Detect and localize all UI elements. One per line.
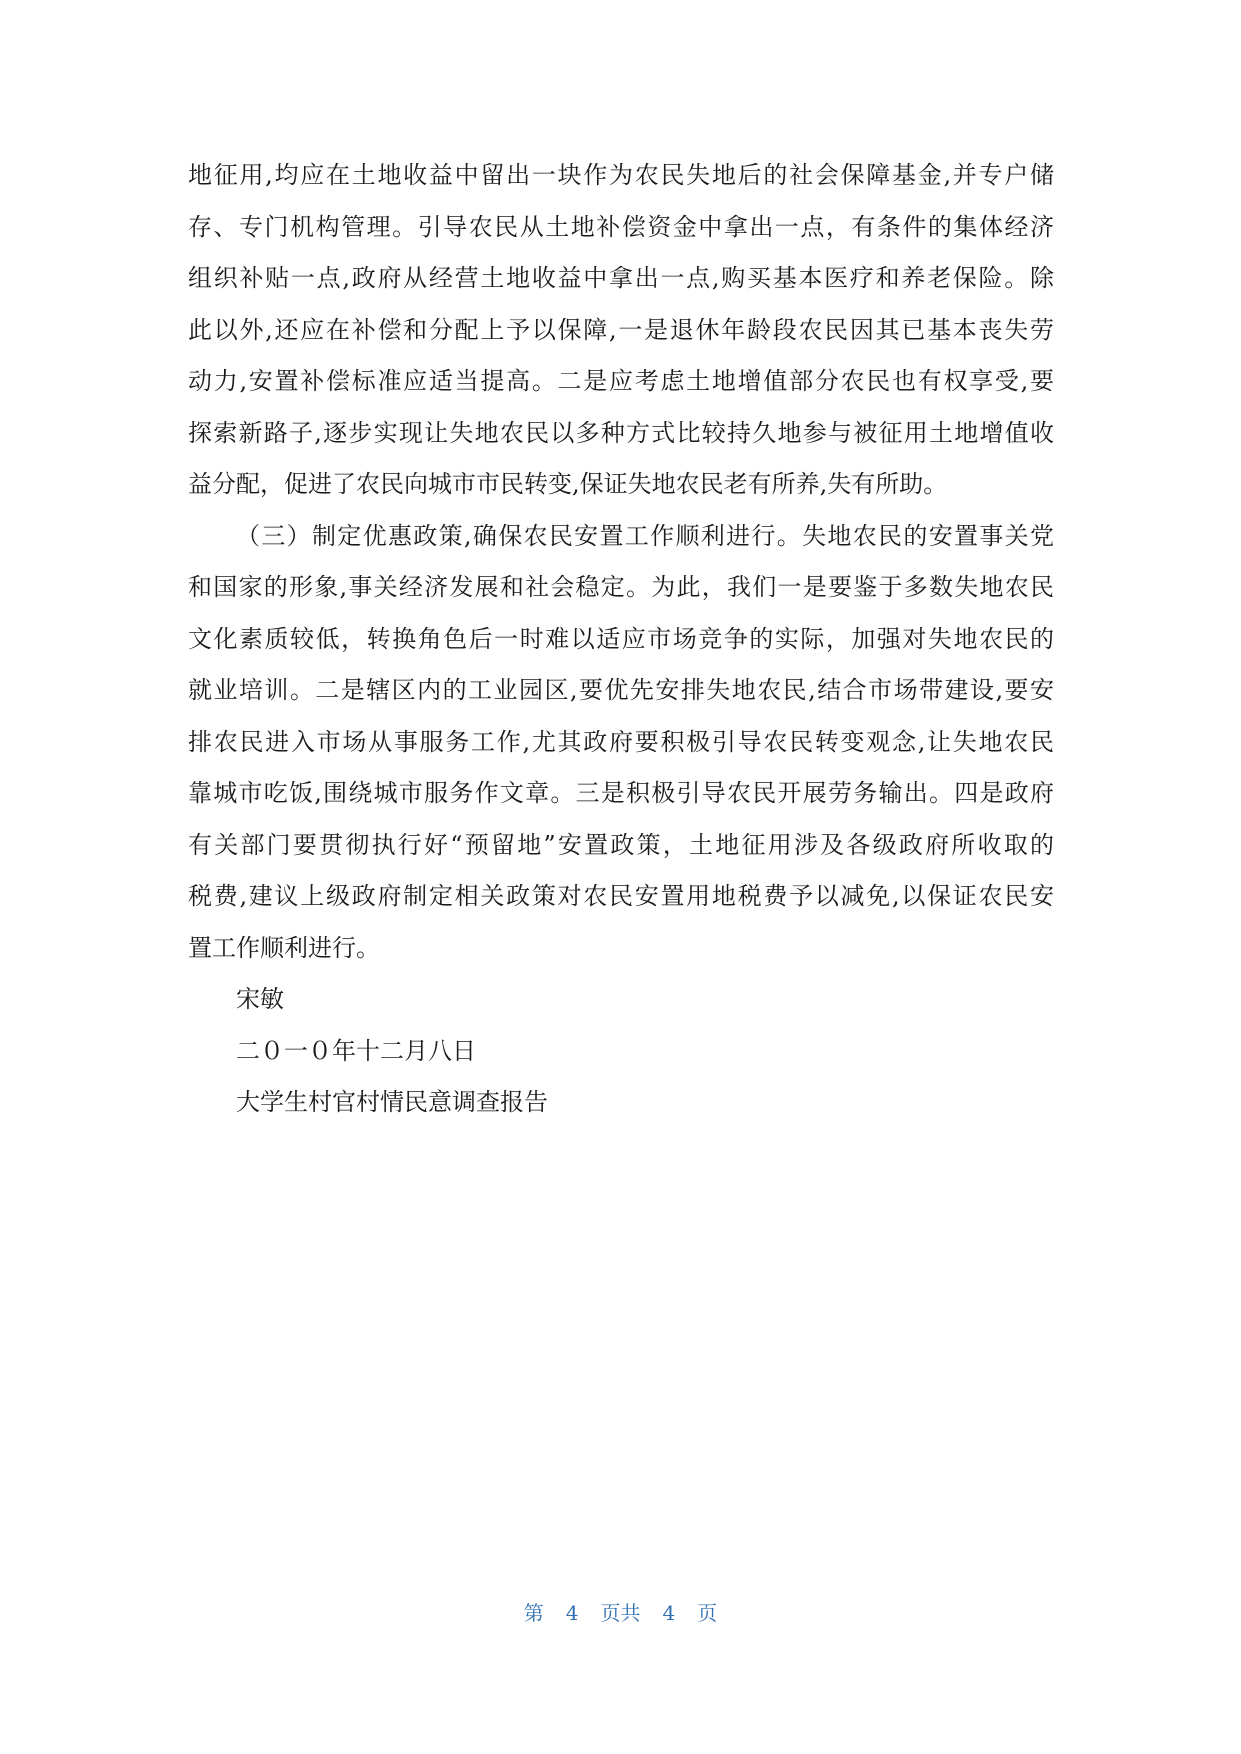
- paragraph-1-line-6: 探索新路子,逐步实现让失地农民以多种方式比较持久地参与被征用土地增值收: [188, 418, 1054, 447]
- footer-total-pages: 4: [662, 1601, 676, 1625]
- paragraph-2-line-7: 有关部门要贯彻执行好“预留地”安置政策，土地征用涉及各级政府所收取的: [188, 830, 1054, 859]
- paragraph-2-line-9: 置工作顺利进行。: [188, 933, 380, 962]
- paragraph-2-line-6: 靠城市吃饭,围绕城市服务作文章。三是积极引导农民开展劳务输出。四是政府: [188, 779, 1054, 807]
- signature: 宋敏: [236, 985, 284, 1013]
- footer-ye: 页: [697, 1601, 718, 1625]
- paragraph-2-line-2: 和国家的形象,事关经济发展和社会稳定。为此，我们一是要鉴于多数失地农民: [188, 573, 1054, 601]
- footer-page-number: 4: [565, 1601, 579, 1625]
- paragraph-1-line-2: 存、专门机构管理。引导农民从土地补偿资金中拿出一点，有条件的集体经济: [188, 212, 1054, 241]
- paragraph-2-line-8: 税费,建议上级政府制定相关政策对农民安置用地税费予以减免,以保证农民安: [188, 882, 1054, 910]
- paragraph-1-line-3: 组织补贴一点,政府从经营土地收益中拿出一点,购买基本医疗和养老保险。除: [188, 264, 1054, 292]
- paragraph-2-line-5: 排农民进入市场从事服务工作,尤其政府要积极引导农民转变观念,让失地农民: [188, 727, 1054, 756]
- paragraph-2-line-4: 就业培训。二是辖区内的工业园区,要优先安排失地农民,结合市场带建设,要安: [188, 676, 1054, 704]
- paragraph-1-line-5: 动力,安置补偿标准应适当提高。二是应考虑土地增值部分农民也有权享受,要: [188, 367, 1054, 395]
- page-footer: [0, 1597, 1241, 1626]
- date-line: 二０一０年十二月八日: [236, 1036, 476, 1065]
- paragraph-2-line-1: （三）制定优惠政策,确保农民安置工作顺利进行。失地农民的安置事关党: [236, 521, 1054, 550]
- paragraph-1-line-4: 此以外,还应在补偿和分配上予以保障,一是退休年龄段农民因其已基本丧失劳: [188, 315, 1054, 344]
- next-document-title: 大学生村官村情民意调查报告: [236, 1088, 548, 1116]
- paragraph-1-line-7: 益分配，促进了农民向城市市民转变,保证失地农民老有所养,失有所助。: [188, 470, 948, 498]
- paragraph-1-line-1: 地征用,均应在土地收益中留出一块作为农民失地后的社会保障基金,并专户储: [188, 161, 1054, 189]
- paragraph-2-line-3: 文化素质较低，转换角色后一时难以适应市场竞争的实际，加强对失地农民的: [188, 624, 1054, 653]
- footer-ye-gong: 页共: [600, 1601, 641, 1625]
- document-body: [188, 150, 1054, 1129]
- footer-di: 第: [523, 1601, 544, 1625]
